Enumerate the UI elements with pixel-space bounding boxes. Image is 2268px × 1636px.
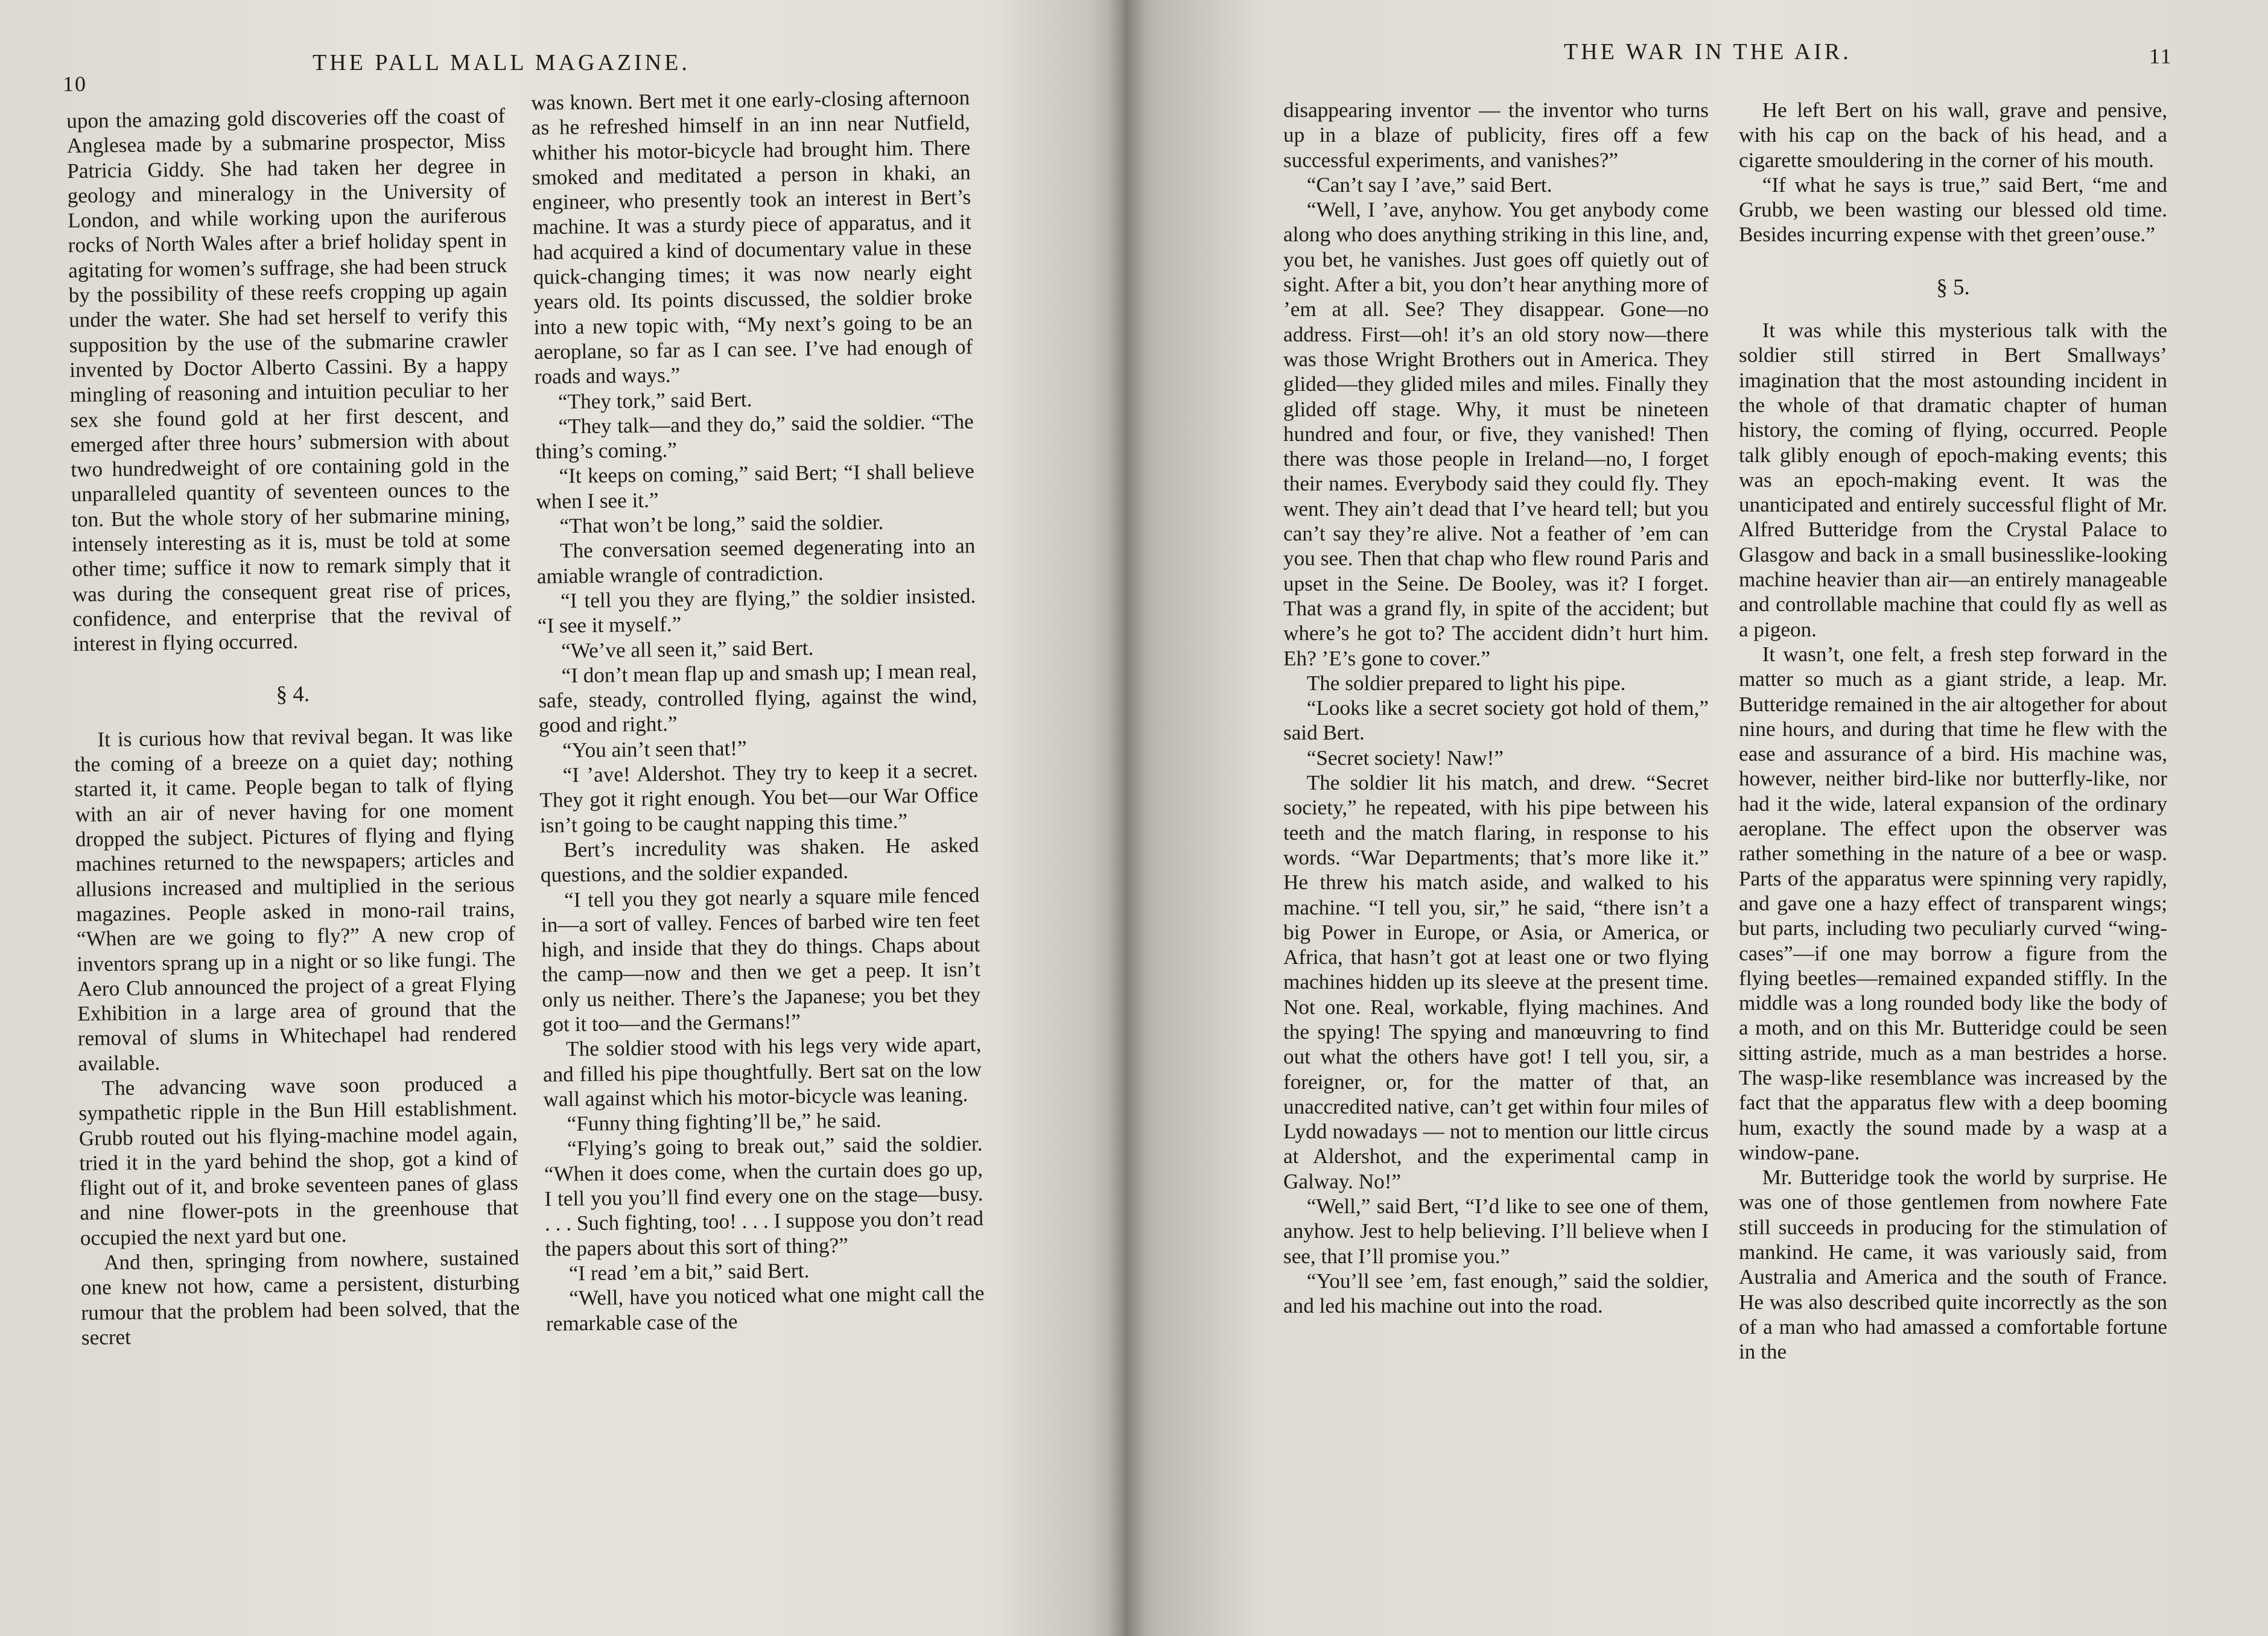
paragraph: “Can’t say I ’ave,” said Bert. [1306,173,1552,197]
paragraph: “I tell you they are flying,” the soldier insisted. “I see it myself.” [537,583,976,638]
paragraph: “You ain’t seen that!” [562,736,747,763]
running-head: THE WAR IN THE AIR. [1564,39,1852,65]
paragraph: “I tell you they got nearly a square mile fenced in—a sort of valley. Fences of barbed wire ten feet high, and inside that they do things. Chaps about the camp—now and then we get a peep. It isn’t only us neither. There’s the Japanese; you bet they got it too—and the Germans!” [541,883,981,1036]
paragraph: “I don’t mean flap up and smash up; I mean real, safe, steady, controlled flying, against the wind, good and right.” [538,658,977,738]
text-column-left-2 [531,85,985,1336]
paragraph: He left Bert on his wall, grave and pensive, with his cap on the back of his head, and a cigarette smouldering in the corner of his mouth. [1739,98,2167,172]
paragraph: disappearing inventor — the inventor who turns up in a blaze of publicity, fires off a few successful experiments, and vanishes?” [1283,98,1709,172]
paragraph: “It keeps on coming,” said Bert; “I shall believe when I see it.” [536,459,975,513]
section-heading: § 5. [1936,274,1970,300]
paragraph: “You’ll see ’em, fast enough,” said the soldier, and led his machine out into the road. [1283,1269,1709,1318]
paragraph: “Well, I ’ave, anyhow. You get anybody come along who does anything striking in this line, and, you bet, he vanishes. Just goes off quietly out of sight. After a bit, you don’t hear anything more of ’em at all. See? They disappear. Gone—no address. First—oh! it’s an old story now—there was those Wright Brothers out in America. They glided—they glided miles and miles. Finally they glided off stage. Why, it must be nineteen hundred and four, or five, they vanished! Then there was those people in Ireland—no, I forget their names. Everybody said they could fly. They went. They ain’t dead that I’ve heard tell; but you can’t say they’re alive. Not a feather of ’em can you see. Then that chap who flew round Paris and upset in the Seine. De Booley, was it? I forget. That was a grand fly, in spite of the accident; but where’s he got to? The accident didn’t hurt him. Eh? ’E’s gone to cover.” [1283,198,1709,670]
text-column-right-1 [1283,98,1709,1319]
paragraph: It is curious how that revival began. It was like the coming of a breeze on a quiet day; nothing started it, it came. People began to talk of flying with an air of never having for one moment dropped the subject. Pictures of flying and flying machines returned to the newspapers; articles and allusions increased and multiplied in the serious magazines. People asked in mono-rail trains, “When are we going to fly?” A new crop of inventors sprang up in a night or so like fungi. The Aero Club announced the project of a great Flying Exhibition in a large area of ground that the removal of slums in Whitechapel had rendered available. [74,722,517,1076]
running-head: THE PALL MALL MAGAZINE. [313,50,690,75]
paragraph: “They tork,” said Bert. [557,387,752,414]
left-page [0,0,1123,1636]
paragraph: was known. Bert met it one early-closing afternoon as he refreshed himself in an inn near Nutfield, whither his motor-bicycle had brought him. There smoked and meditated a person in khaki, an engineer, who presently took an interest in Bert’s machine. It was a sturdy piece of apparatus, and it had acquired a kind of documentary value in these quick-changing times; it was now nearly eight years old. Its points discussed, the soldier broke into a new topic with, “My next’s going to be an aeroplane, so far as I can see. I’ve had enough of roads and ways.” [531,86,973,389]
paragraph: “I ’ave! Aldershot. They try to keep it a secret. They got it right enough. You bet—our War Office isn’t going to be caught napping this time.” [539,758,979,837]
right-page [1123,0,2268,1636]
paragraph: “They talk—and they do,” said the soldier. “The thing’s coming.” [535,409,974,464]
paragraph: “Well,” said Bert, “I’d like to see one of them, anyhow. Jest to help believing. I’ll believe when I see, that I’ll promise you.” [1283,1194,1709,1268]
paragraph: “We’ve all seen it,” said Bert. [561,635,814,662]
paragraph: The soldier stood with his legs very wide apart, and filled his pipe thoughtfully. Bert sat on the low wall against which his motor-bicycle was leaning. [542,1032,982,1111]
paragraph: “If what he says is true,” said Bert, “me and Grubb, we been wasting our blessed old time. Besides incurring expense with thet green’ouse.” [1739,173,2167,247]
paragraph: The soldier prepared to light his pipe. [1306,671,1626,695]
paragraph: “Well, have you noticed what one might call the remarkable case of the [545,1281,985,1336]
paragraph: “Secret society! Naw!” [1306,746,1504,770]
text-column-left-1 [66,103,520,1350]
paragraph: The advancing wave soon produced a sympathetic ripple in the Bun Hill establishment. Grubb routed out his flying-machine model again, tried it in the yard behind the shop, got a kind of flight out of it, and broke seventeen panes of glass and nine flower-pots in the greenhouse that occupied the next yard but one. [78,1071,519,1250]
paragraph: “That won’t be long,” said the soldier. [559,510,884,538]
paragraph: Mr. Butteridge took the world by surprise. He was one of those gentlemen from nowhere Fate still succeeds in producing for the stimulation of mankind. He came, it was variously said, from Australia and America and the south of France. He was also described quite incorrectly as the son of a man who had amassed a comfortable fortune in the [1739,1165,2167,1364]
binding-gutter [1109,0,1145,1636]
paragraph: Bert’s incredulity was shaken. He asked questions, and the soldier expanded. [540,832,979,887]
page-number: 10 [63,72,87,96]
text-column-right-2 [1739,98,2167,1365]
paragraph: The conversation seemed degenerating into an amiable wrangle of contradiction. [536,534,976,588]
paragraph: “Flying’s going to break out,” said the soldier. “When it does come, when the curtain does go up, I tell you you’ll find every one on the stage—busy. . . . Such fighting, too! . . . I suppose you don’t read the papers about this sort of thing?” [544,1132,984,1261]
paragraph: The soldier lit his match, and drew. “Secret society,” he repeated, with his pipe between his teeth and the match flaring, in response to his words. “War Departments; that’s more like it.” He threw his match aside, and walked to his machine. “I tell you, sir,” he said, “there isn’t a big Power in Europe, or Asia, or America, or Africa, that hasn’t got at least one or two flying machines hidden up its sleeve at the present time. Not one. Real, workable, flying machines. And the spying! The spying and manœuvring to find out what the others have got! I tell you, sir, a foreigner, or, for the matter of that, an unaccredited native, can’t get within four miles of Lydd nowadays — not to mention our little circus at Aldershot, and the experimental camp in Galway. No!” [1283,771,1709,1193]
paragraph: And then, springing from nowhere, sustained one knew not how, came a persistent, disturbing rumour that the problem had been solved, that the secret [80,1246,520,1349]
paragraph: upon the amazing gold discoveries off the coast of Anglesea made by a submarine prospector, Miss Patricia Giddy. She had taken her degree in geology and mineralogy in the University of London, and while working upon the auriferous rocks of North Wales after a brief holiday spent in agitating for women’s suffrage, she had been struck by the possibility of these reefs cropping up again under the water. She had set herself to verify this supposition by the use of the submarine crawler invented by Doctor Alberto Cassini. By a happy mingling of reasoning and intuition peculiar to her sex she found gold at her first descent, and emerged after three hours’ submersion with about two hundredweight of ore containing gold in the unparalleled quantity of seventeen ounces to the ton. But the whole story of her submarine mining, intensely interesting as it is, must be told at some other time; suffice it now to remark simply that it was during the consequent great rise of prices, confidence, and enterprise that the revival of interest in flying occurred. [66,104,512,656]
paragraph: “Funny thing fighting’ll be,” he said. [567,1108,881,1136]
paragraph: It wasn’t, one felt, a fresh step forward in the matter so much as a giant stride, a leap. Mr. Butteridge remained in the air altogether for about nine hours, and during that time he flew with the ease and assurance of a bird. His machine was, however, neither bird-like nor butterfly-like, nor had it the wide, lateral expansion of the ordinary aeroplane. The effect upon the observer was rather something in the nature of a bee or wasp. Parts of the apparatus were spinning very rapidly, and gave one a hazy effect of transparent wings; but parts, including two peculiarly curved “wing-cases”—if one may borrow a figure from the flying beetles—remained expanded stiffly. In the middle was a long rounded body like the body of a moth, and on this Mr. Butteridge could be seen sitting astride, much as a man bestrides a horse. The wasp-like resemblance was increased by the fact that the apparatus flew with a deep booming hum, exactly the sound made by a wasp at a window-pane. [1739,642,2167,1164]
paragraph: It was while this mysterious talk with the soldier still stirred in Bert Smallways’ imagination that the most astounding incident in the whole of that dramatic chapter of human history, the coming of flying, occurred. People talk glibly enough of epoch-making events; this was an epoch-making event. It was the unanticipated and entirely successful flight of Mr. Alfred Butteridge from the Crystal Palace to Glasgow and back in a small businesslike-looking machine heavier than air—an entirely manageable and controllable machine that could fly as well as a pigeon. [1739,319,2167,641]
paragraph: “I read ’em a bit,” said Bert. [568,1258,810,1286]
section-heading: § 4. [276,681,310,707]
paragraph: “Looks like a secret society got hold of them,” said Bert. [1283,696,1709,745]
page-number: 11 [2149,44,2173,68]
